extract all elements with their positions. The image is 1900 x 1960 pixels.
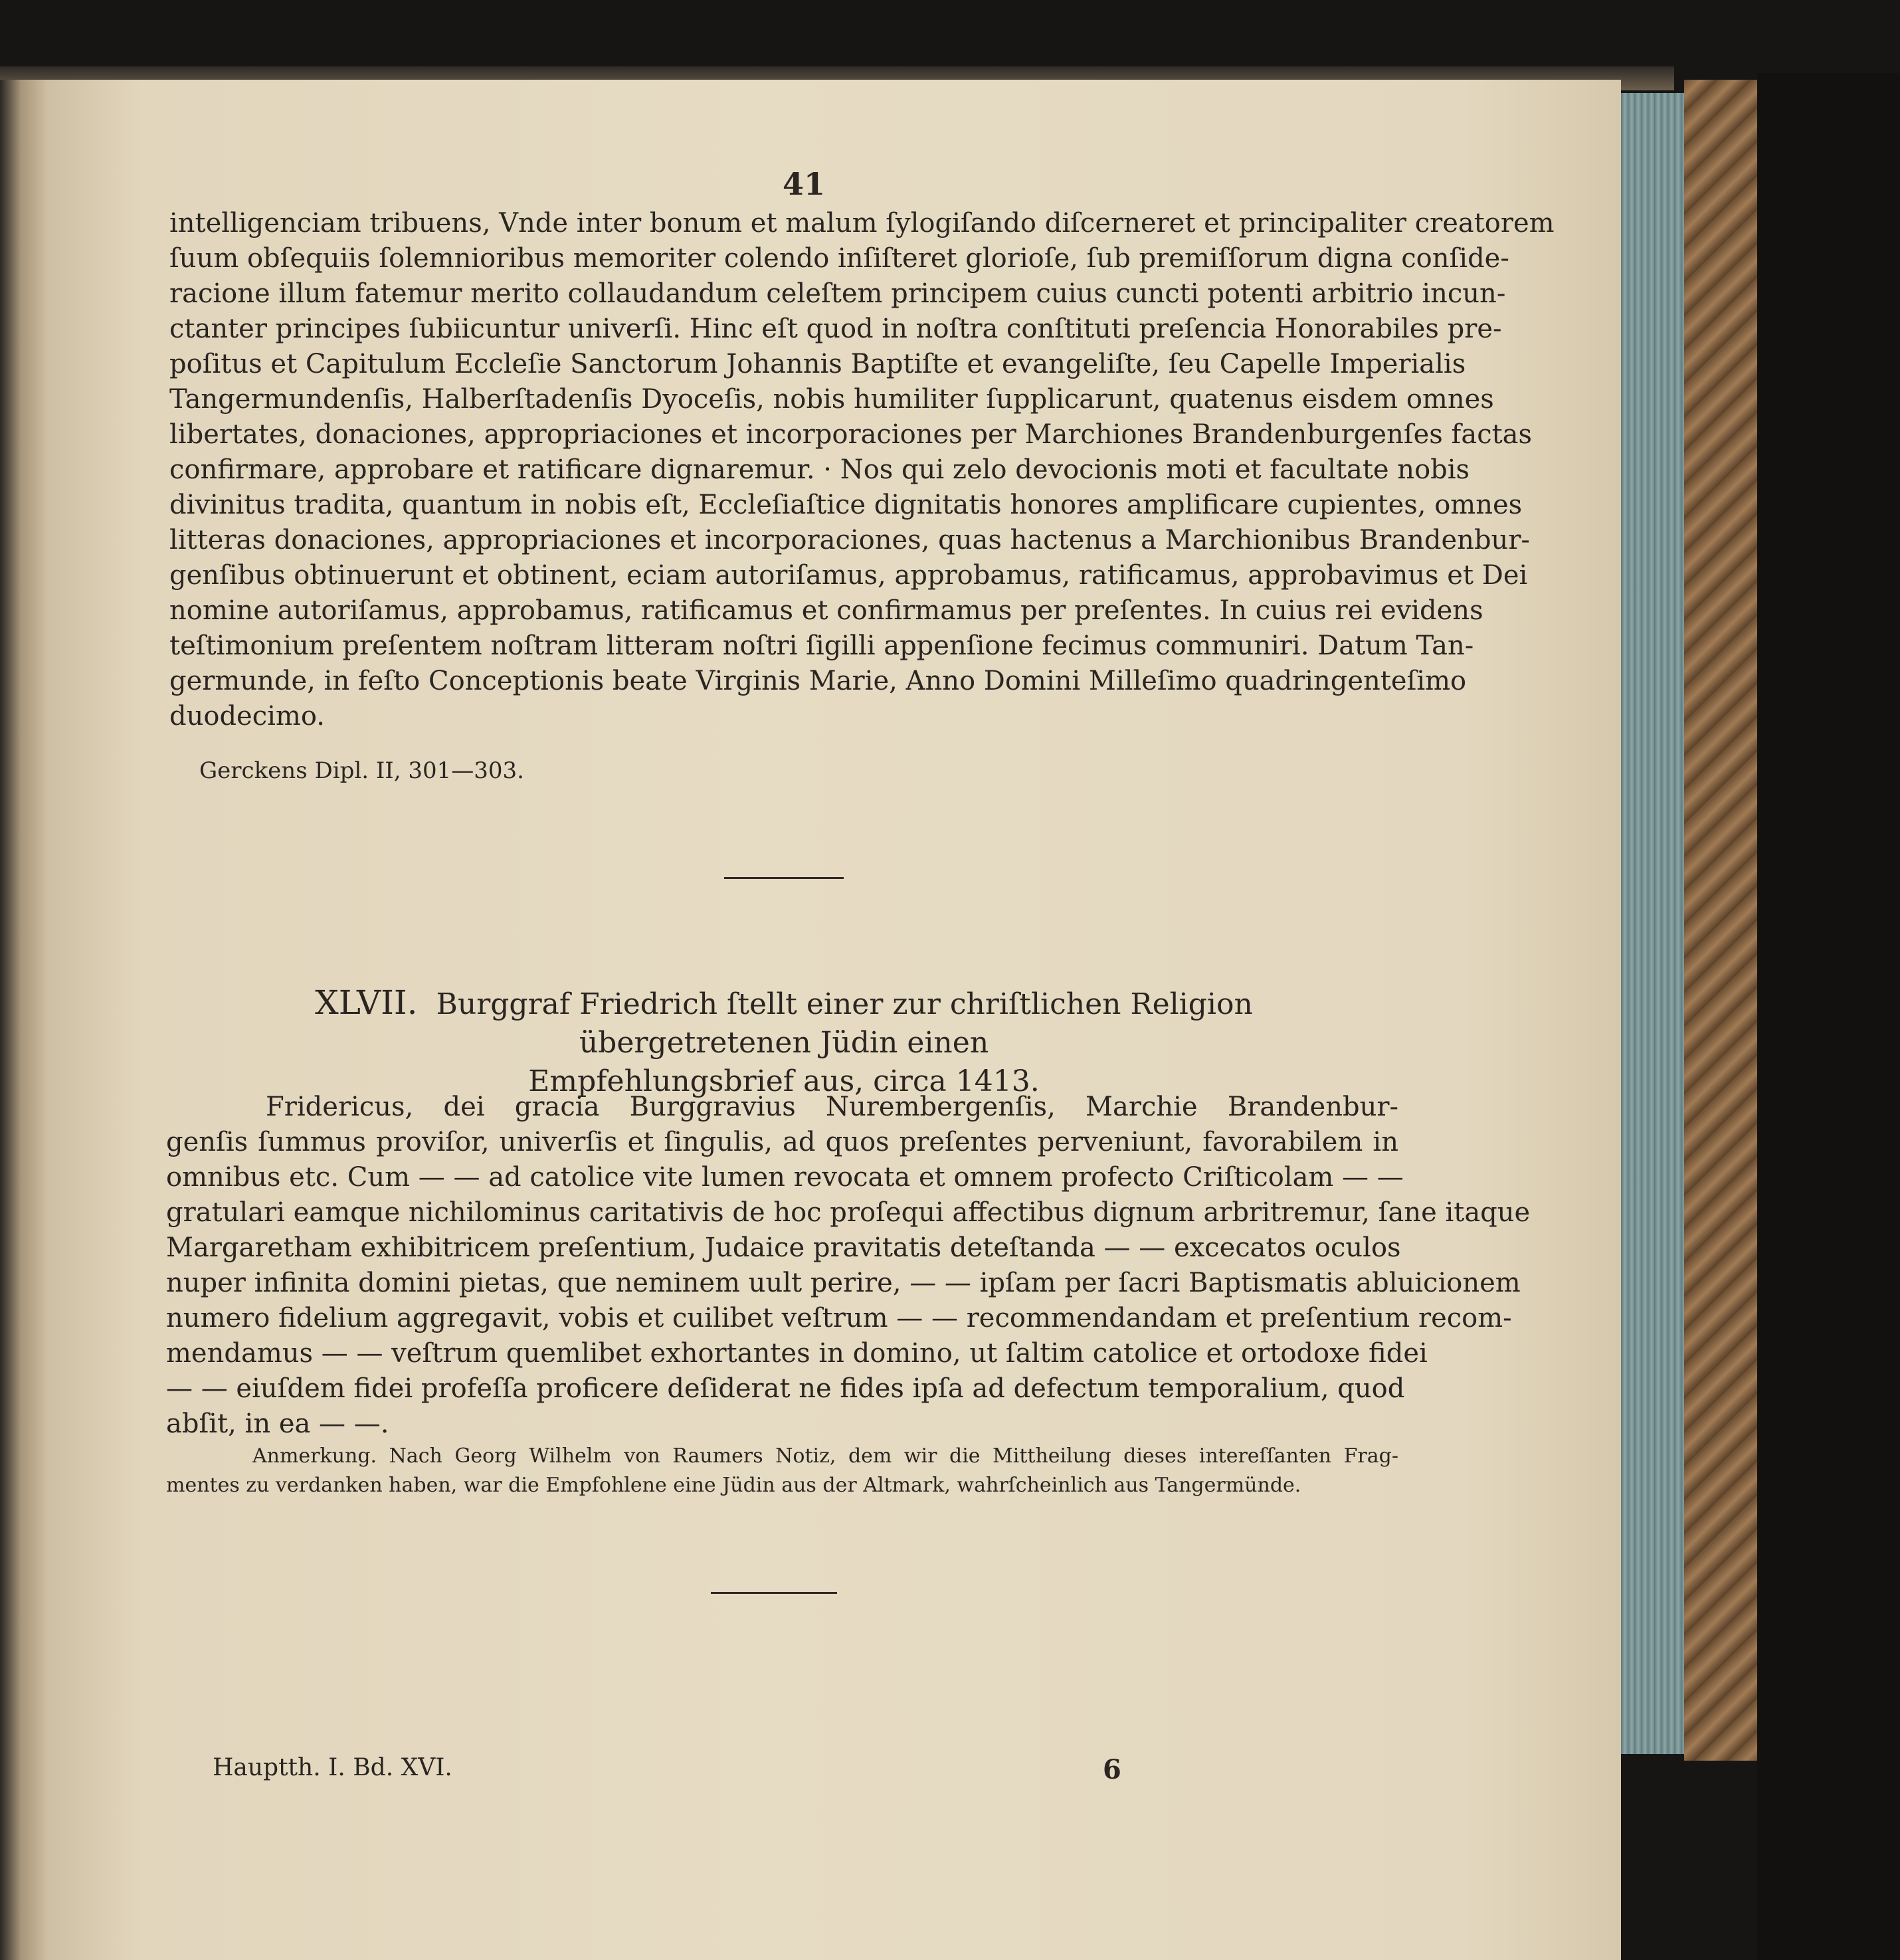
background-dark — [1757, 73, 1900, 1960]
heading-line-1: Burggraf Friedrich ſtellt einer zur chriſtlichen Religion übergetretenen Jüdin einen — [436, 987, 1253, 1060]
text-line: abſit, in ea — —. — [166, 1409, 389, 1439]
text-line: teſtimonium preſentem noſtram litteram noſtri ſigilli appenſione fecimus communiri. Datum Tan- — [169, 631, 1474, 661]
text-line: nomine autoriſamus, approbamus, ratificamus et confirmamus per preſentes. In cuius rei evidens — [169, 595, 1483, 626]
text-line: nuper infinita domini pietas, que neminem uult perire, — — ipſam per ſacri Baptismatis abluicionem — [166, 1268, 1521, 1298]
text-line: numero fidelium aggregavit, vobis et cuilibet veſtrum — — recommendandam et preſentium recom- — [166, 1303, 1512, 1333]
text-line: Fridericus, dei gracia Burggravius Nurembergenſis, Marchie Brandenbur- — [266, 1092, 1398, 1122]
text-line: duodecimo. — [169, 701, 325, 732]
end-divider — [711, 1592, 837, 1594]
book-cover-marbled — [1684, 80, 1757, 1761]
text-line: omnibus etc. Cum — — ad catolice vite lumen revocata et omnem profecto Criſticolam — — — [166, 1162, 1404, 1193]
text-line: poſitus et Capitulum Eccleſie Sanctorum Johannis Baptiſte et evangeliſte, ſeu Capelle Imperialis — [169, 349, 1466, 379]
signature-mark: Hauptth. I. Bd. XVI. — [213, 1754, 452, 1781]
text-line: gratulari eamque nichilominus caritativis de hoc proſequi affectibus dignum arbritremur, ſane itaque — [166, 1197, 1531, 1228]
remark-footnote — [166, 1442, 1398, 1500]
left-page-edge — [0, 80, 47, 1960]
text-line: Margaretham exhibitricem preſentium, Judaice pravitatis deteſtanda — — excecatos oculos — [166, 1232, 1401, 1263]
text-line: — — eiuſdem fidei profeſſa proficere deſiderat ne fides ipſa ad defectum temporalium, quod — [166, 1373, 1405, 1404]
text-line: genſis ſummus proviſor, univerſis et ſingulis, ad quos preſentes perveniunt, favorabilem in — [166, 1127, 1398, 1157]
section-number: XLVII. — [315, 983, 418, 1022]
section-divider — [724, 877, 844, 879]
remark-line: Anmerkung. Nach Georg Wilhelm von Raumers Notiz, dem wir die Mittheilung dieses intereſſanten Frag- — [252, 1444, 1398, 1468]
text-line: racione illum fatemur merito collaudandum celeſtem principem cuius cuncti potenti arbitrio incun- — [169, 278, 1506, 309]
text-line: libertates, donaciones, appropriaciones et incorporaciones per Marchiones Brandenburgenſes factas — [169, 419, 1533, 450]
page-number: 41 — [782, 166, 825, 202]
paragraph-2 — [166, 1090, 1531, 1442]
text-line: confirmare, approbare et ratificare dignaremur. · Nos qui zelo devocionis moti et facultate nobis — [169, 454, 1470, 485]
text-line: intelligenciam tribuens, Vnde inter bonum et malum ſylogiſando diſcerneret et principaliter creatorem — [169, 208, 1555, 239]
source-note: Gerckens Dipl. II, 301—303. — [199, 757, 524, 784]
heading-line-2: Empfehlungsbrief aus, circa 1413. — [528, 1064, 1040, 1098]
page-fore-edge — [1621, 93, 1684, 1754]
text-line: Tangermundenſis, Halberſtadenſis Dyoceſis, nobis humiliter ſupplicarunt, quatenus eisdem omnes — [169, 384, 1494, 415]
text-line: mendamus — — veſtrum quemlibet exhortantes in domino, ut ſaltim catolice et ortodoxe fidei — [166, 1338, 1428, 1369]
text-line: genſibus obtinuerunt et obtinent, eciam autoriſamus, approbamus, ratificamus, approbavimus et Dei — [169, 560, 1528, 591]
text-line: germunde, in feſto Conceptionis beate Virginis Marie, Anno Domini Milleſimo quadringenteſimo — [169, 666, 1467, 696]
remark-line: mentes zu verdanken haben, war die Empfohlene eine Jüdin aus der Altmark, wahrſcheinlich aus Tangermünde. — [166, 1474, 1301, 1497]
text-line: litteras donaciones, appropriaciones et incorporaciones, quas hactenus a Marchionibus Brandenbur- — [169, 525, 1530, 555]
paragraph-1 — [169, 206, 1555, 734]
text-line: divinitus tradita, quantum in nobis eſt, Eccleſiaſtice dignitatis honores amplificare cupientes, omnes — [169, 490, 1523, 520]
section-heading — [199, 983, 1369, 1101]
text-line: ſuum obſequiis ſolemnioribus memoriter colendo inſiſteret glorioſe, ſub premiſſorum digna conſide- — [169, 243, 1509, 274]
text-line: ctanter principes ſubiicuntur univerſi. Hinc eſt quod in noſtra conſtituti preſencia Honorabiles pre- — [169, 314, 1502, 344]
gathering-number: 6 — [1103, 1754, 1121, 1785]
